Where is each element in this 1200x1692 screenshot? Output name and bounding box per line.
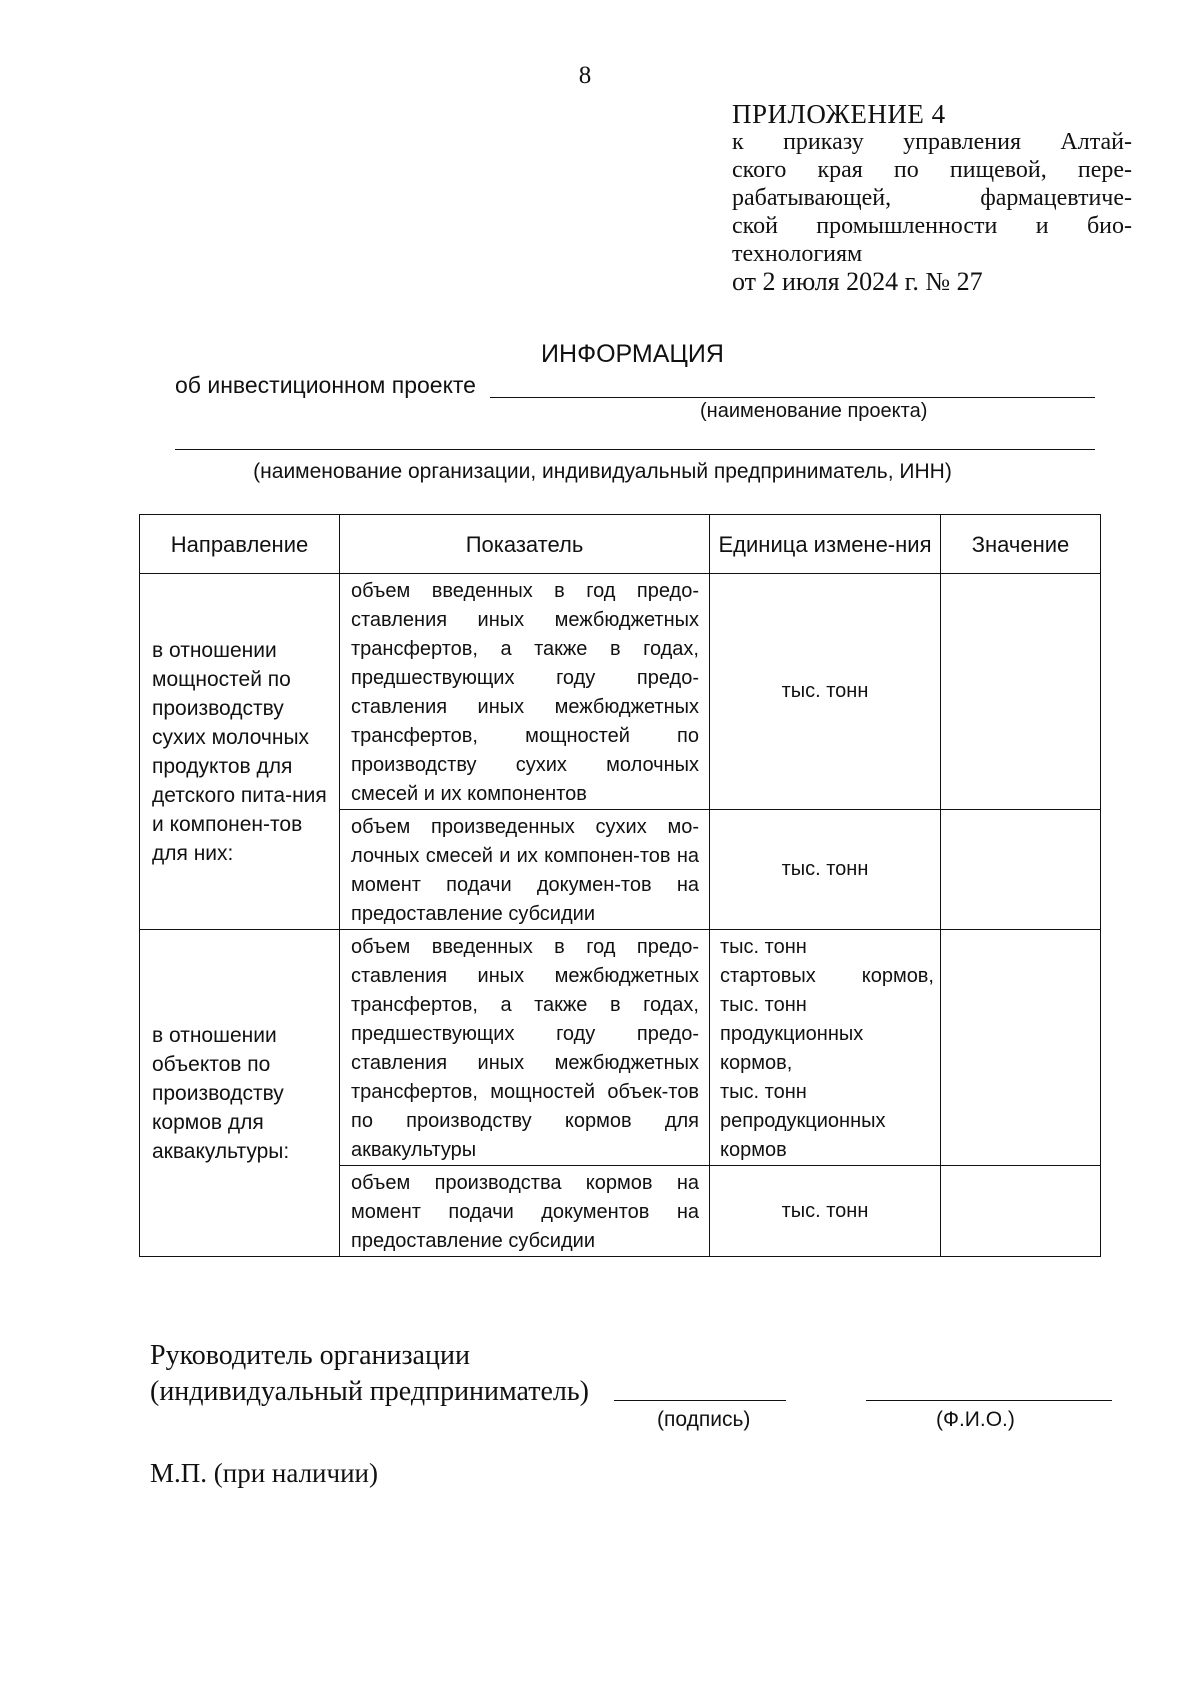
organization-field[interactable] (175, 449, 1095, 450)
head-label-line1: Руководитель организации (150, 1340, 470, 1371)
appendix-date: от 2 июля 2024 г. № 27 (732, 267, 983, 296)
direction-cell: в отношении мощностей по производству сухих молочных продуктов для детского пита-ния и компонен-тов для них: (140, 574, 340, 930)
seal-note: М.П. (при наличии) (150, 1458, 378, 1488)
unit-line: продукционных (720, 1023, 864, 1045)
unit-line: стартовых кормов, (720, 965, 934, 987)
unit-cell (710, 930, 941, 1166)
unit-line: тыс. тонн (720, 1081, 807, 1103)
appendix-line: ского края по пищевой, пере- (732, 157, 1132, 183)
project-name-row (175, 372, 1095, 402)
table-row (140, 574, 1101, 810)
info-table (139, 514, 1101, 1257)
unit-line: кормов (720, 1139, 787, 1161)
page-number: 8 (578, 62, 592, 89)
value-cell[interactable] (941, 574, 1101, 810)
full-name-field[interactable] (866, 1400, 1112, 1401)
unit-line: кормов, (720, 1052, 793, 1074)
full-name-caption: (Ф.И.О.) (936, 1408, 1015, 1431)
unit-cell: тыс. тонн (710, 574, 941, 810)
signature-field[interactable] (614, 1400, 786, 1401)
info-title: ИНФОРМАЦИЯ (541, 340, 724, 368)
value-cell[interactable] (941, 930, 1101, 1166)
header-indicator: Показатель (340, 515, 710, 574)
indicator-cell: объем введенных в год предо-ставления иных межбюджетных трансфертов, а также в годах, предшествующих году предо-ставления иных межбюджетных трансфертов, мощностей по производству сухих молочных смесей и их компонентов (340, 574, 710, 810)
project-caption: (наименование проекта) (700, 400, 928, 422)
appendix-line: ской промышленности и био- (732, 213, 1132, 239)
value-cell[interactable] (941, 1166, 1101, 1257)
table-header-row (140, 515, 1101, 574)
direction-cell: в отношении объектов по производству кормов для аквакультуры: (140, 930, 340, 1257)
header-unit: Единица измене-ния (710, 515, 941, 574)
value-cell[interactable] (941, 810, 1101, 930)
organization-caption: (наименование организации, индивидуальный предприниматель, ИНН) (253, 460, 952, 483)
signature-caption: (подпись) (657, 1408, 751, 1431)
unit-line: репродукционных (720, 1110, 886, 1132)
appendix-line: рабатывающей, фармацевтиче- (732, 185, 1132, 211)
project-name-field[interactable] (490, 397, 1095, 398)
appendix-line: к приказу управления Алтай- (732, 129, 1132, 155)
project-label: об инвестиционном проекте (175, 372, 476, 398)
indicator-cell: объем произведенных сухих мо-лочных смесей и их компонен-тов на момент подачи докумен-тов на предоставление субсидии (340, 810, 710, 930)
header-direction: Направление (140, 515, 340, 574)
indicator-cell: объем производства кормов на момент подачи документов на предоставление субсидии (340, 1166, 710, 1257)
table-row (140, 930, 1101, 1166)
indicator-cell: объем введенных в год предо-ставления иных межбюджетных трансфертов, а также в годах, предшествующих году предо-ставления иных межбюджетных трансфертов, мощностей объек-тов по производству кормов для аквакультуры (340, 930, 710, 1166)
appendix-line: технологиям (732, 241, 863, 267)
header-value: Значение (941, 515, 1101, 574)
head-signature-label (150, 1338, 589, 1410)
unit-line: тыс. тонн (720, 936, 807, 958)
unit-line: тыс. тонн (720, 994, 807, 1016)
unit-cell: тыс. тонн (710, 1166, 941, 1257)
unit-cell: тыс. тонн (710, 810, 941, 930)
appendix-block (732, 100, 1132, 296)
appendix-title: ПРИЛОЖЕНИЕ 4 (732, 99, 946, 129)
head-label-line2: (индивидуальный предприниматель) (150, 1376, 589, 1407)
